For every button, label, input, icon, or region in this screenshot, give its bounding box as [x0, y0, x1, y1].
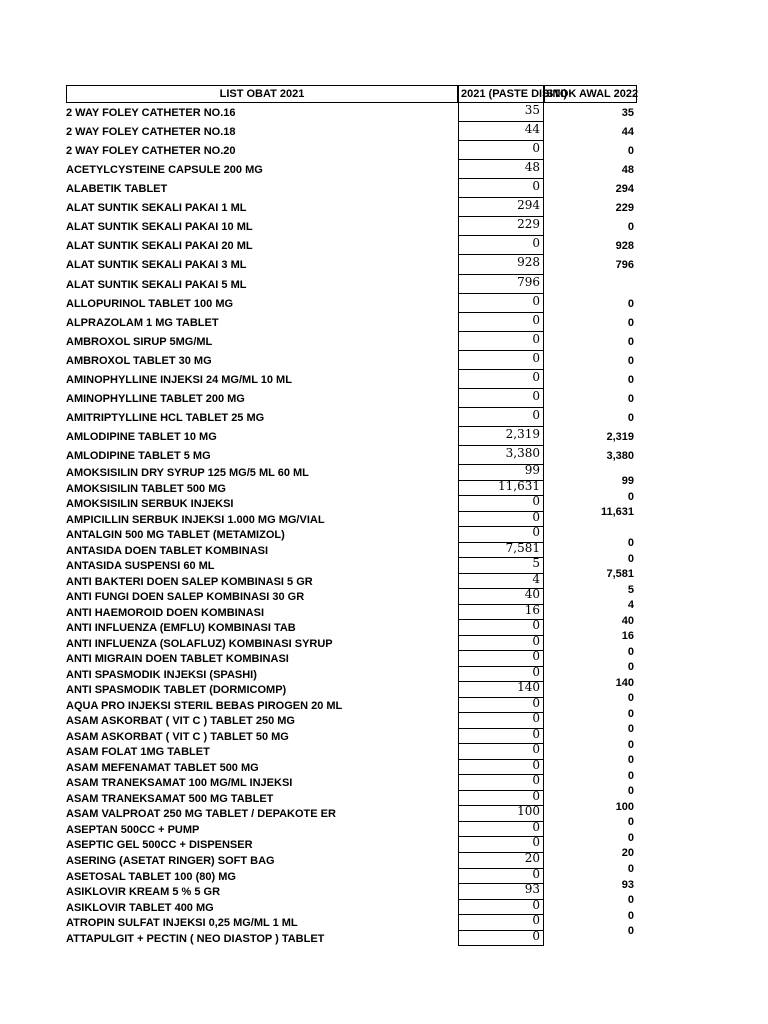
value-2021-cell[interactable]: 48 [458, 160, 544, 179]
obat-name-cell[interactable]: 2 WAY FOLEY CATHETER NO.16 [66, 107, 236, 119]
table-row [0, 711, 768, 736]
value-2021-cell[interactable]: 35 [458, 103, 544, 122]
table-row [0, 680, 768, 705]
obat-name-cell[interactable]: ANTI INFLUENZA (SOLAFLUZ) KOMBINASI SYRUP [66, 637, 333, 650]
stok-awal-cell[interactable]: 93 [621, 878, 634, 891]
obat-name-cell[interactable]: ASAM VALPROAT 250 MG TABLET / DEPAKOTE ER [66, 808, 336, 821]
obat-name-cell[interactable]: ASIKLOVIR TABLET 400 MG [66, 901, 214, 914]
obat-name-cell[interactable]: ASAM FOLAT 1MG TABLET [66, 746, 210, 759]
obat-name-cell[interactable]: 2 WAY FOLEY CATHETER NO.18 [66, 126, 236, 139]
obat-name-cell[interactable]: AMINOPHYLLINE TABLET 200 MG [66, 392, 245, 405]
stok-awal-cell[interactable]: 20 [621, 847, 634, 860]
stok-awal-cell[interactable]: 7,581 [606, 568, 634, 581]
value-2021-cell[interactable]: 0 [458, 389, 544, 408]
table-row [0, 141, 768, 160]
table-row [0, 389, 768, 408]
stok-awal-cell[interactable]: 0 [627, 738, 634, 751]
stok-awal-cell[interactable]: 928 [615, 240, 634, 253]
table-row [0, 294, 768, 313]
stok-awal-cell[interactable]: 0 [627, 297, 634, 310]
stok-awal-cell[interactable]: 0 [627, 392, 634, 405]
table-row [0, 540, 768, 565]
table-row [0, 509, 768, 528]
value-2021-cell[interactable]: 0 [458, 620, 544, 636]
value-2021-cell[interactable]: 0 [458, 332, 544, 351]
value-2021-cell[interactable]: 0 [458, 915, 544, 931]
header-list-obat[interactable]: LIST OBAT 2021 [66, 85, 458, 103]
table-row [0, 788, 768, 813]
obat-name-cell[interactable]: AMITRIPTYLLINE HCL TABLET 25 MG [66, 411, 265, 424]
stok-awal-cell[interactable]: 48 [621, 164, 634, 177]
stok-awal-cell[interactable]: 0 [627, 863, 634, 875]
obat-name-cell[interactable]: ALAT SUNTIK SEKALI PAKAI 5 ML [66, 278, 247, 291]
table-row [0, 882, 768, 907]
stok-awal-cell[interactable]: 0 [627, 490, 634, 503]
table-row [0, 602, 768, 627]
table-row [0, 160, 768, 179]
obat-name-cell[interactable]: ANTI HAEMOROID DOEN KOMBINASI [66, 606, 264, 619]
value-2021-cell[interactable]: 93 [458, 884, 544, 900]
table-row [0, 179, 768, 198]
value-2021-cell[interactable]: 0 [458, 713, 544, 729]
table-row [0, 757, 768, 782]
value-2021-cell[interactable]: 0 [458, 179, 544, 198]
value-2021-cell[interactable]: 0 [458, 698, 544, 714]
table-row [0, 446, 768, 465]
table-row [0, 198, 768, 217]
stok-awal-cell[interactable]: 3,380 [606, 450, 634, 463]
stok-awal-cell[interactable]: 0 [627, 894, 634, 907]
table-row [0, 695, 768, 720]
stok-awal-cell[interactable]: 0 [627, 335, 634, 348]
table-row [0, 664, 768, 689]
obat-name-cell[interactable]: ATTAPULGIT + PECTIN ( NEO DIASTOP ) TABLET [66, 932, 325, 945]
table-row [0, 618, 768, 643]
stok-awal-cell[interactable]: 99 [621, 475, 634, 487]
stok-awal-cell[interactable]: 40 [621, 614, 634, 627]
table-row [0, 122, 768, 141]
value-2021-cell[interactable]: 0 [458, 822, 544, 838]
table-row [0, 773, 768, 798]
obat-name-cell[interactable]: AMINOPHYLLINE INJEKSI 24 MG/ML 10 ML [66, 373, 292, 386]
obat-name-cell[interactable]: ASAM ASKORBAT ( VIT C ) TABLET 50 MG [66, 730, 289, 743]
value-2021-cell[interactable]: 3,380 [458, 446, 544, 465]
value-2021-cell[interactable]: 99 [458, 465, 544, 481]
obat-name-cell[interactable]: ALABETIK TABLET [66, 183, 168, 196]
value-2021-cell[interactable]: 140 [458, 682, 544, 698]
value-2021-cell[interactable]: 0 [458, 667, 544, 683]
table-row [0, 819, 768, 844]
table-row [0, 556, 768, 581]
value-2021-cell[interactable]: 0 [458, 837, 544, 853]
stok-awal-cell[interactable] [544, 931, 634, 947]
header-stok-awal-2022[interactable]: STOK AWAL 2022 [544, 85, 637, 103]
stok-awal-cell[interactable]: 5 [627, 583, 634, 596]
obat-name-cell[interactable]: AMLODIPINE TABLET 10 MG [66, 431, 217, 444]
stok-awal-cell[interactable]: 16 [621, 630, 634, 643]
value-2021-cell[interactable]: 0 [458, 744, 544, 760]
value-2021-cell[interactable]: 20 [458, 853, 544, 869]
stok-awal-cell[interactable]: 0 [627, 411, 634, 424]
table-row [0, 835, 768, 860]
value-2021-cell[interactable]: 0 [458, 729, 544, 745]
stok-awal-cell[interactable]: 0 [627, 925, 634, 938]
value-2021-cell[interactable]: 796 [458, 275, 544, 294]
obat-name-cell[interactable]: AMOKSISILIN DRY SYRUP 125 MG/5 ML 60 ML [66, 467, 309, 479]
obat-name-cell[interactable]: 2 WAY FOLEY CATHETER NO.20 [66, 145, 236, 158]
obat-name-cell[interactable]: ANTASIDA DOEN TABLET KOMBINASI [66, 544, 269, 557]
obat-name-cell[interactable]: ASAM TRANEKSAMAT 500 MG TABLET [66, 792, 274, 805]
table-row [0, 897, 768, 922]
value-2021-cell[interactable]: 294 [458, 198, 544, 217]
obat-name-cell[interactable]: ATROPIN SULFAT INJEKSI 0,25 MG/ML 1 ML [66, 917, 298, 930]
table-row [0, 928, 768, 947]
stok-awal-cell[interactable]: 0 [627, 537, 634, 550]
obat-name-cell[interactable]: ASAM ASKORBAT ( VIT C ) TABLET 250 MG [66, 715, 295, 728]
table-row [0, 217, 768, 236]
obat-name-cell[interactable]: ANTI MIGRAIN DOEN TABLET KOMBINASI [66, 653, 289, 666]
obat-name-cell[interactable]: ASAM MEFENAMAT TABLET 500 MG [66, 761, 259, 774]
obat-name-cell[interactable]: AMBROXOL TABLET 30 MG [66, 354, 212, 367]
value-2021-cell[interactable]: 0 [458, 527, 544, 543]
obat-name-cell[interactable]: ASIKLOVIR KREAM 5 % 5 GR [66, 886, 221, 899]
value-2021-cell[interactable]: 0 [458, 141, 544, 160]
stok-awal-cell[interactable]: 100 [615, 800, 634, 813]
obat-name-cell[interactable]: ASEPTAN 500CC + PUMP [66, 823, 200, 836]
value-2021-cell[interactable]: 0 [458, 408, 544, 427]
stok-awal-cell[interactable]: 0 [627, 661, 634, 674]
table-row [0, 332, 768, 351]
table-row [0, 633, 768, 658]
value-2021-cell[interactable]: 0 [458, 313, 544, 332]
value-2021-cell[interactable]: 0 [458, 651, 544, 667]
stok-awal-cell[interactable]: 2,319 [606, 431, 634, 444]
value-2021-cell[interactable]: 0 [458, 351, 544, 370]
value-2021-cell[interactable]: 0 [458, 496, 544, 512]
obat-name-cell[interactable]: AMBROXOL SIRUP 5MG/ML [66, 335, 213, 348]
stok-awal-cell[interactable]: 0 [627, 723, 634, 736]
stok-awal-cell[interactable]: 4 [627, 599, 634, 612]
stok-awal-cell[interactable]: 0 [627, 754, 634, 767]
stok-awal-cell[interactable] [544, 275, 634, 294]
stok-awal-cell[interactable]: 0 [627, 707, 634, 720]
value-2021-cell[interactable]: 928 [458, 255, 544, 274]
value-2021-cell[interactable]: 0 [458, 791, 544, 807]
stok-awal-cell[interactable]: 0 [627, 785, 634, 798]
obat-name-cell[interactable]: ASERING (ASETAT RINGER) SOFT BAG [66, 855, 275, 867]
table-row [0, 866, 768, 891]
value-2021-cell[interactable]: 16 [458, 605, 544, 621]
obat-name-cell[interactable]: AMLODIPINE TABLET 5 MG [66, 450, 211, 463]
obat-name-cell[interactable]: ANTI SPASMODIK INJEKSI (SPASHI) [66, 668, 257, 681]
value-2021-cell[interactable]: 0 [458, 236, 544, 255]
value-2021-cell[interactable]: 2,319 [458, 427, 544, 446]
value-2021-cell[interactable]: 11,631 [458, 481, 544, 497]
table-row [0, 726, 768, 751]
value-2021-cell[interactable]: 0 [458, 931, 544, 947]
header-2021-paste[interactable]: 2021 (PASTE DISINI) [458, 85, 544, 103]
table-row [0, 427, 768, 446]
obat-name-cell[interactable]: ALAT SUNTIK SEKALI PAKAI 20 ML [66, 240, 253, 253]
stok-awal-cell[interactable]: 796 [615, 259, 634, 272]
obat-name-cell[interactable]: ACETYLCYSTEINE CAPSULE 200 MG [66, 164, 263, 177]
table-row [0, 103, 768, 122]
table-row [0, 804, 768, 829]
stok-awal-cell[interactable]: 0 [627, 769, 634, 782]
stok-awal-cell[interactable]: 0 [627, 831, 634, 844]
obat-name-cell[interactable]: ASEPTIC GEL 500CC + DISPENSER [66, 839, 253, 852]
stok-awal-cell[interactable]: 44 [621, 126, 634, 139]
obat-name-cell[interactable]: ANTI BAKTERI DOEN SALEP KOMBINASI 5 GR [66, 575, 313, 588]
stok-awal-cell[interactable]: 140 [615, 676, 634, 689]
stok-awal-cell[interactable]: 229 [615, 202, 634, 215]
table-row [0, 851, 768, 875]
stok-awal-cell[interactable]: 0 [627, 909, 634, 922]
stok-awal-cell[interactable]: 0 [627, 645, 634, 658]
obat-name-cell[interactable]: ANTALGIN 500 MG TABLET (METAMIZOL) [66, 529, 285, 542]
table-row [0, 275, 768, 294]
obat-name-cell[interactable]: ALAT SUNTIK SEKALI PAKAI 10 ML [66, 221, 253, 234]
stok-awal-cell[interactable]: 0 [627, 316, 634, 329]
obat-name-cell[interactable]: AQUA PRO INJEKSI STERIL BEBAS PIROGEN 20 ML [66, 699, 343, 712]
stok-awal-cell[interactable] [544, 512, 634, 528]
value-2021-cell[interactable]: 5 [458, 558, 544, 574]
table-row [0, 408, 768, 427]
table-row [0, 351, 768, 370]
value-2021-cell[interactable]: 100 [458, 806, 544, 822]
obat-name-cell[interactable]: ANTI INFLUENZA (EMFLU) KOMBINASI TAB [66, 622, 296, 635]
stok-awal-cell[interactable]: 0 [627, 816, 634, 829]
stok-awal-cell[interactable]: 11,631 [600, 506, 634, 519]
value-2021-cell[interactable]: 44 [458, 122, 544, 141]
table-row [0, 255, 768, 274]
obat-name-cell[interactable]: ASAM TRANEKSAMAT 100 MG/ML INJEKSI [66, 777, 293, 790]
stok-awal-cell[interactable]: 0 [627, 354, 634, 367]
value-2021-cell[interactable]: 7,581 [458, 543, 544, 559]
stok-awal-cell[interactable]: 35 [621, 107, 634, 119]
obat-name-cell[interactable]: ASETOSAL TABLET 100 (80) MG [66, 870, 236, 883]
obat-name-cell[interactable]: ALAT SUNTIK SEKALI PAKAI 1 ML [66, 202, 247, 215]
value-2021-cell[interactable]: 40 [458, 589, 544, 605]
stok-awal-cell[interactable]: 0 [627, 221, 634, 234]
table-row [0, 478, 768, 503]
obat-name-cell[interactable]: AMPICILLIN SERBUK INJEKSI 1.000 MG MG/VIAL [66, 513, 325, 526]
obat-name-cell[interactable]: ALLOPURINOL TABLET 100 MG [66, 297, 234, 310]
stok-awal-cell[interactable]: 0 [627, 552, 634, 565]
value-2021-cell[interactable]: 0 [458, 370, 544, 389]
table-row [0, 236, 768, 255]
obat-name-cell[interactable]: ALPRAZOLAM 1 MG TABLET [66, 316, 219, 329]
value-2021-cell[interactable]: 0 [458, 512, 544, 528]
obat-name-cell[interactable]: AMOKSISILIN TABLET 500 MG [66, 482, 226, 495]
obat-name-cell[interactable]: ANTI FUNGI DOEN SALEP KOMBINASI 30 GR [66, 591, 305, 604]
stok-awal-cell[interactable]: 0 [627, 145, 634, 158]
table-row [0, 494, 768, 519]
value-2021-cell[interactable]: 0 [458, 869, 544, 885]
table-row [0, 313, 768, 332]
value-2021-cell[interactable]: 0 [458, 900, 544, 916]
obat-name-cell[interactable]: AMOKSISILIN SERBUK INJEKSI [66, 498, 234, 511]
table-row [0, 649, 768, 674]
stok-awal-cell[interactable]: 294 [615, 183, 634, 196]
table-row [0, 742, 768, 767]
obat-name-cell[interactable]: ANTASIDA SUSPENSI 60 ML [66, 560, 215, 573]
value-2021-cell[interactable]: 4 [458, 574, 544, 590]
value-2021-cell[interactable]: 0 [458, 775, 544, 791]
value-2021-cell[interactable]: 229 [458, 217, 544, 236]
value-2021-cell[interactable]: 0 [458, 636, 544, 652]
table-row [0, 370, 768, 389]
obat-name-cell[interactable]: ALAT SUNTIK SEKALI PAKAI 3 ML [66, 259, 247, 272]
stok-awal-cell[interactable]: 0 [627, 692, 634, 705]
value-2021-cell[interactable]: 0 [458, 760, 544, 776]
stok-awal-cell[interactable]: 0 [627, 373, 634, 386]
table-row [0, 913, 768, 938]
obat-name-cell[interactable]: ANTI SPASMODIK TABLET (DORMICOMP) [66, 684, 287, 697]
value-2021-cell[interactable]: 0 [458, 294, 544, 313]
